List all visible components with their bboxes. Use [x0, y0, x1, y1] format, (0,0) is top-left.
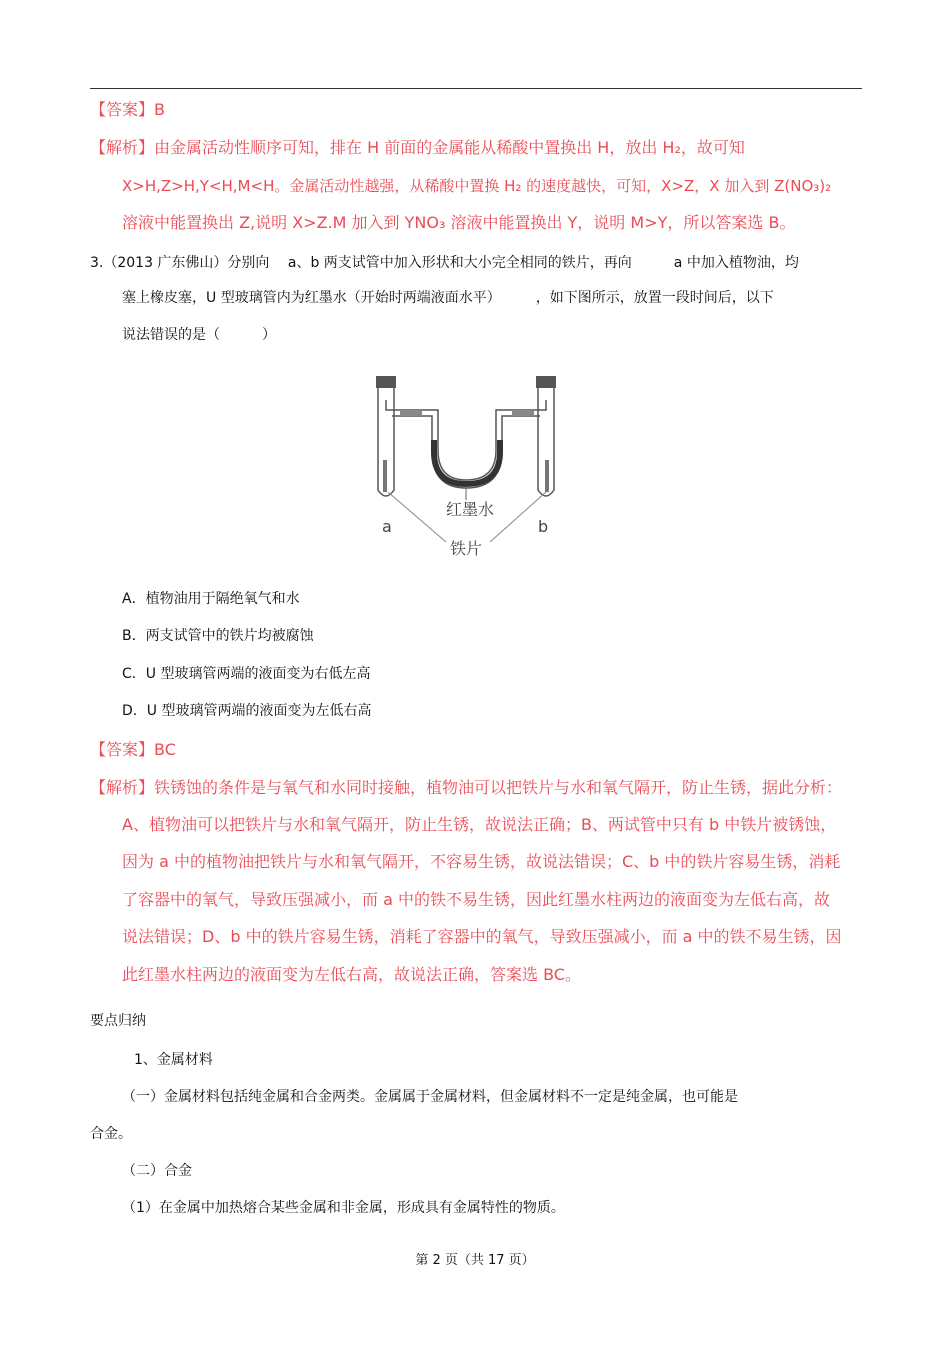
right-tube-join: [512, 410, 534, 416]
left-stopper: [376, 376, 396, 388]
right-iron-strip: [545, 460, 549, 492]
answer-tag: 【答案】: [90, 740, 155, 759]
analysis-tag: 【解析】: [90, 138, 155, 157]
answer-2: [90, 739, 176, 761]
u-tube-diagram: [368, 370, 568, 570]
summary-item-2: （二）合金: [122, 1163, 192, 1179]
left-tube-join: [400, 410, 422, 416]
analysis-2-line-4: 了容器中的氧气，导致压强减小，而 a 中的铁不易生锈，因此红墨水柱两边的液面变为左低右高，故: [122, 890, 830, 909]
summary-heading: 要点归纳: [90, 1013, 146, 1029]
label-red-ink: 红墨水: [446, 500, 495, 519]
answer-value: B: [154, 100, 165, 119]
iron-pointer-left: [388, 492, 446, 542]
analysis-2-line-2: A、植物油可以把铁片与水和氧气隔开，防止生锈，故说法正确；B、两试管中只有 b 中铁片被锈蚀，: [122, 815, 837, 834]
label-a: a: [382, 517, 392, 536]
analysis-1-line-3: 溶液中能置换出 Z,说明 X>Z.M 加入到 YNO₃ 溶液中能置换出 Y，说明 M>Y，所以答案选 B。: [122, 213, 796, 232]
analysis-text: 由金属活动性顺序可知，排在 H 前面的金属能从稀酸中置换出 H，放出 H₂，故可知: [154, 138, 745, 157]
summary-paragraph-1-cont: 合金。: [90, 1126, 132, 1142]
analysis-2-line-6: 此红墨水柱两边的液面变为左低右高，故说法正确，答案选 BC。: [122, 965, 581, 984]
analysis-1-line-2: X>H,Z>H,Y<H,M<H。金属活动性越强，从稀酸中置换 H₂ 的速度越快，可知，X>Z，X 加入到 Z(NO₃)₂: [122, 177, 832, 195]
label-iron: 铁片: [450, 539, 483, 558]
question-line-1: 3.（2013 广东佛山）分别向 a、b 两支试管中加入形状和大小完全相同的铁片，再向 a 中加入植物油，均: [90, 255, 799, 271]
u-tube-inner: [392, 416, 540, 488]
answer-tag: 【答案】: [90, 100, 155, 119]
analysis-2-line-1: [90, 777, 842, 799]
option-c: C．U 型玻璃管两端的液面变为右低左高: [122, 666, 371, 682]
left-iron-strip: [383, 460, 387, 492]
analysis-text: 铁锈蚀的条件是与氧气和水同时接触，植物油可以把铁片与水和氧气隔开，防止生锈，据此分析：: [154, 778, 843, 797]
header-rule: [90, 88, 862, 89]
answer-value: BC: [154, 740, 176, 759]
option-a: A．植物油用于隔绝氧气和水: [122, 591, 300, 607]
answer-1: [90, 99, 165, 121]
red-ink: [434, 440, 500, 484]
label-b: b: [538, 517, 549, 536]
question-line-2: 塞上橡皮塞，U 型玻璃管内为红墨水（开始时两端液面水平） ，如下图所示，放置一段时间后，以下: [122, 290, 774, 306]
question-line-3: 说法错误的是（ ）: [122, 327, 276, 343]
summary-paragraph-1: （一）金属材料包括纯金属和合金两类。金属属于金属材料，但金属材料不一定是纯金属，也可能是: [122, 1089, 738, 1105]
option-d: D．U 型玻璃管两端的液面变为左低右高: [122, 703, 372, 719]
summary-paragraph-2: （1）在金属中加热熔合某些金属和非金属，形成具有金属特性的物质。: [122, 1200, 565, 1216]
analysis-1-line-1: [90, 137, 745, 159]
option-b: B．两支试管中的铁片均被腐蚀: [122, 628, 314, 644]
analysis-2-line-3: 因为 a 中的植物油把铁片与水和氧气隔开，不容易生锈，故说法错误；C、b 中的铁片容易生锈，消耗: [122, 852, 841, 871]
analysis-tag: 【解析】: [90, 778, 155, 797]
analysis-2-line-5: 说法错误；D、b 中的铁片容易生锈，消耗了容器中的氧气，导致压强减小，而 a 中的铁不易生锈，因: [122, 927, 842, 946]
right-stopper: [536, 376, 556, 388]
page-footer: 第 2 页（共 17 页）: [415, 1253, 535, 1268]
summary-item-1: 1、金属材料: [134, 1052, 213, 1068]
